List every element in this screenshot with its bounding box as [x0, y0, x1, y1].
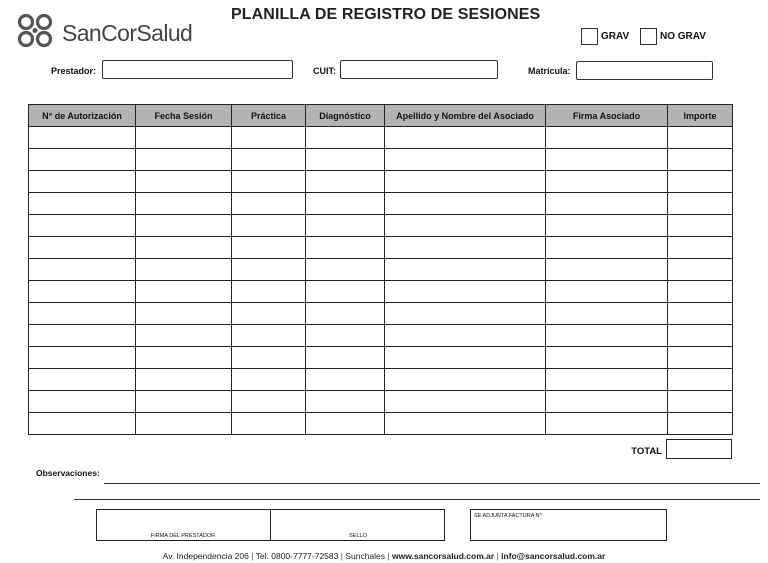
table-cell[interactable]	[546, 259, 668, 281]
logo-text: SanCorSalud	[62, 20, 193, 46]
table-cell[interactable]	[306, 281, 385, 303]
observaciones-label: Observaciones:	[36, 468, 100, 478]
footer-email-link[interactable]: info@sancorsalud.com.ar	[501, 551, 606, 561]
table-cell[interactable]	[136, 281, 232, 303]
table-cell[interactable]	[306, 413, 385, 435]
table-cell[interactable]	[29, 237, 136, 259]
table-cell[interactable]	[29, 413, 136, 435]
table-cell[interactable]	[546, 171, 668, 193]
header-practica: Práctica	[232, 105, 306, 127]
table-cell[interactable]	[546, 281, 668, 303]
table-row	[29, 369, 733, 391]
table-header-row	[29, 105, 733, 127]
table-cell[interactable]	[385, 127, 546, 149]
table-cell[interactable]	[385, 369, 546, 391]
table-cell[interactable]	[29, 149, 136, 171]
sessions-table	[28, 104, 733, 435]
table-body	[29, 127, 733, 435]
table-cell[interactable]	[546, 369, 668, 391]
table-cell[interactable]	[546, 391, 668, 413]
table-row	[29, 347, 733, 369]
table-cell[interactable]	[668, 215, 733, 237]
table-cell[interactable]	[29, 303, 136, 325]
table-cell[interactable]	[385, 149, 546, 171]
table-cell[interactable]	[306, 215, 385, 237]
table-cell[interactable]	[385, 347, 546, 369]
table-cell[interactable]	[385, 171, 546, 193]
table-cell[interactable]	[306, 391, 385, 413]
table-cell[interactable]	[232, 391, 306, 413]
grav-checkbox[interactable]	[581, 28, 598, 45]
table-cell[interactable]	[668, 259, 733, 281]
table-cell[interactable]	[668, 325, 733, 347]
table-cell[interactable]	[385, 413, 546, 435]
table-cell[interactable]	[668, 237, 733, 259]
table-row	[29, 281, 733, 303]
table-row	[29, 149, 733, 171]
table-cell[interactable]	[232, 259, 306, 281]
table-cell[interactable]	[136, 237, 232, 259]
table-cell[interactable]	[546, 149, 668, 171]
table-cell[interactable]	[668, 281, 733, 303]
table-cell[interactable]	[29, 391, 136, 413]
table-cell[interactable]	[668, 303, 733, 325]
table-cell[interactable]	[136, 369, 232, 391]
factura-label: SE ADJUNTA FACTURA N°	[474, 513, 542, 519]
table-cell[interactable]	[385, 303, 546, 325]
total-field[interactable]	[666, 439, 732, 459]
table-cell[interactable]	[136, 391, 232, 413]
footer: Av. Independencia 206 | Tel. 0800-7777-72583 | Sunchales | www.sancorsalud.com.ar | info@sancorsalud.com.ar	[162, 551, 606, 561]
table-row	[29, 259, 733, 281]
prestador-field[interactable]	[102, 60, 293, 79]
table-cell[interactable]	[136, 303, 232, 325]
table-cell[interactable]	[306, 303, 385, 325]
sello-label: SELLO	[349, 533, 367, 539]
table-cell[interactable]	[546, 413, 668, 435]
matricula-field[interactable]	[576, 61, 713, 80]
table-cell[interactable]	[668, 149, 733, 171]
table-cell[interactable]	[232, 325, 306, 347]
table-cell[interactable]	[668, 369, 733, 391]
table-cell[interactable]	[232, 171, 306, 193]
table-cell[interactable]	[136, 347, 232, 369]
table-cell[interactable]	[29, 127, 136, 149]
table-cell[interactable]	[306, 369, 385, 391]
no-grav-checkbox[interactable]	[640, 28, 657, 45]
table-cell[interactable]	[668, 127, 733, 149]
observaciones-line-1[interactable]	[104, 483, 760, 484]
table-cell[interactable]	[29, 369, 136, 391]
table-cell[interactable]	[136, 259, 232, 281]
table-cell[interactable]	[385, 391, 546, 413]
page-title: PLANILLA DE REGISTRO DE SESIONES	[231, 6, 541, 23]
table-cell[interactable]	[232, 281, 306, 303]
table-row	[29, 171, 733, 193]
table-cell[interactable]	[546, 303, 668, 325]
table-row	[29, 303, 733, 325]
table-cell[interactable]	[306, 325, 385, 347]
table-cell[interactable]	[232, 303, 306, 325]
table-cell[interactable]	[29, 281, 136, 303]
table-cell[interactable]	[668, 347, 733, 369]
table-cell[interactable]	[306, 237, 385, 259]
table-cell[interactable]	[232, 237, 306, 259]
table-cell[interactable]	[546, 215, 668, 237]
header-diagnostico: Diagnóstico	[306, 105, 385, 127]
table-cell[interactable]	[29, 171, 136, 193]
table-cell[interactable]	[546, 193, 668, 215]
table-cell[interactable]	[306, 347, 385, 369]
table-row	[29, 127, 733, 149]
table-cell[interactable]	[232, 369, 306, 391]
table-cell[interactable]	[29, 325, 136, 347]
table-cell[interactable]	[385, 193, 546, 215]
no-grav-label: NO GRAV	[660, 31, 706, 42]
table-cell[interactable]	[668, 171, 733, 193]
table-cell[interactable]	[136, 149, 232, 171]
table-cell[interactable]	[385, 325, 546, 347]
table-cell[interactable]	[29, 347, 136, 369]
table-cell[interactable]	[546, 325, 668, 347]
table-cell[interactable]	[136, 413, 232, 435]
table-cell[interactable]	[136, 127, 232, 149]
footer-phone: Tel. 0800-7777-72583	[255, 551, 339, 561]
header-firma-asociado: Firma Asociado	[546, 105, 668, 127]
table-cell[interactable]	[136, 215, 232, 237]
header-autorizacion: N° de Autorización	[29, 105, 136, 127]
table-cell[interactable]	[232, 413, 306, 435]
table-cell[interactable]	[136, 193, 232, 215]
table-cell[interactable]	[306, 127, 385, 149]
table-cell[interactable]	[668, 413, 733, 435]
table-cell[interactable]	[668, 391, 733, 413]
table-row	[29, 193, 733, 215]
table-cell[interactable]	[385, 259, 546, 281]
firma-prestador-label: FIRMA DEL PRESTADOR	[150, 533, 216, 539]
table-row	[29, 391, 733, 413]
table-cell[interactable]	[385, 215, 546, 237]
table-cell[interactable]	[546, 347, 668, 369]
table-cell[interactable]	[306, 193, 385, 215]
footer-address: Av. Independencia 206	[162, 551, 249, 561]
table-cell[interactable]	[232, 127, 306, 149]
table-cell[interactable]	[385, 237, 546, 259]
table-cell[interactable]	[136, 171, 232, 193]
footer-city: Sunchales	[345, 551, 386, 561]
matricula-label: Matrícula:	[528, 66, 571, 76]
footer-web-link[interactable]: www.sancorsalud.com.ar	[391, 551, 495, 561]
table-cell[interactable]	[306, 171, 385, 193]
table-cell[interactable]	[546, 237, 668, 259]
table-row	[29, 325, 733, 347]
table-cell[interactable]	[136, 325, 232, 347]
table-row	[29, 215, 733, 237]
cuit-label: CUIT:	[313, 66, 336, 76]
table-cell[interactable]	[232, 193, 306, 215]
table-cell[interactable]	[29, 259, 136, 281]
total-label: TOTAL	[631, 446, 662, 457]
prestador-label: Prestador:	[51, 66, 97, 76]
cuit-field[interactable]	[340, 60, 498, 79]
grav-label: GRAV	[601, 31, 630, 42]
table-cell[interactable]	[306, 259, 385, 281]
table-cell[interactable]	[306, 149, 385, 171]
observaciones-line-2[interactable]	[74, 499, 760, 500]
table-cell[interactable]	[385, 281, 546, 303]
header-fecha-sesion: Fecha Sesión	[136, 105, 232, 127]
table-cell[interactable]	[668, 193, 733, 215]
table-cell[interactable]	[29, 193, 136, 215]
table-cell[interactable]	[29, 215, 136, 237]
table-cell[interactable]	[232, 215, 306, 237]
table-cell[interactable]	[232, 347, 306, 369]
header-asociado: Apellido y Nombre del Asociado	[385, 105, 546, 127]
table-row	[29, 413, 733, 435]
table-cell[interactable]	[232, 149, 306, 171]
table-cell[interactable]	[546, 127, 668, 149]
header-importe: Importe	[668, 105, 733, 127]
table-row	[29, 237, 733, 259]
